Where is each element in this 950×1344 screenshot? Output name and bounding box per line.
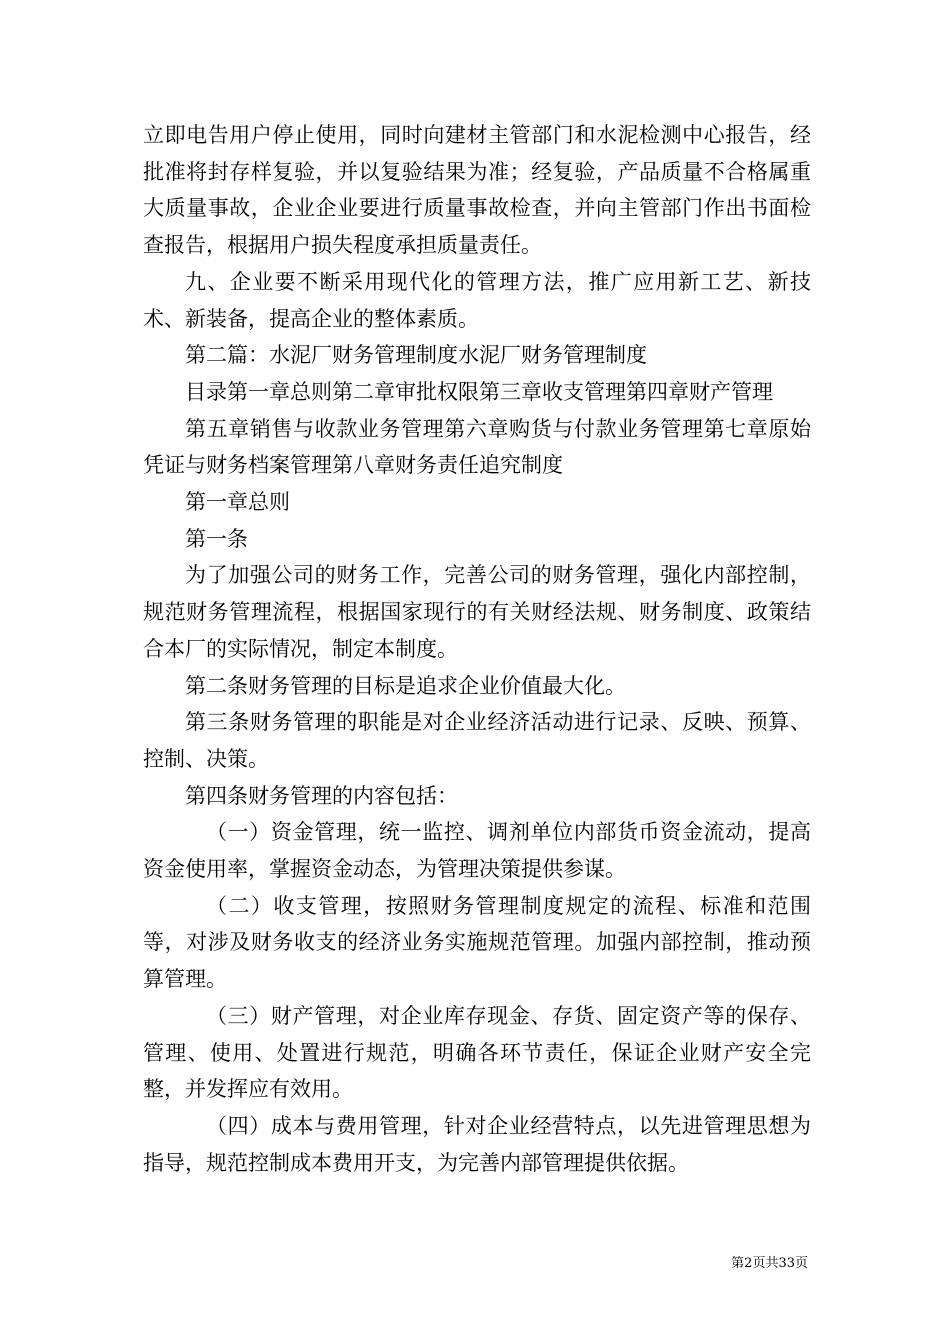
list-item-1: （一）资金管理，统一监控、调剂单位内部货币资金流动，提高资金使用率，掌握资金动态，为管理决策提供参谋。 — [143, 820, 811, 882]
paragraph-article-2: 第二条财务管理的目标是追求企业价值最大化。 — [185, 673, 626, 698]
article-heading: 第一条 — [185, 526, 248, 551]
list-item-4: （四）成本与费用管理，针对企业经营特点，以先进管理思想为指导，规范控制成本费用开支，为完善内部管理提供依据。 — [143, 1113, 811, 1175]
paragraph-2: 九、企业要不断采用现代化的管理方法，推广应用新工艺、新技术、新装备，提高企业的整体素质。 — [143, 269, 811, 331]
document-body — [143, 117, 811, 1181]
table-of-contents-2: 第五章销售与收款业务管理第六章购货与付款业务管理第七章原始凭证与财务档案管理第八章财务责任追究制度 — [143, 416, 811, 478]
table-of-contents-1: 目录第一章总则第二章审批权限第三章收支管理第四章财产管理 — [185, 379, 773, 404]
paragraph-article-3: 第三条财务管理的职能是对企业经济活动进行记录、反映、预算、控制、决策。 — [143, 710, 811, 771]
list-item-3: （三）财产管理，对企业库存现金、存货、固定资产等的保存、管理、使用、处置进行规范，明确各环节责任，保证企业财产安全完整，并发挥应有效用。 — [143, 1003, 811, 1102]
section-heading-part2: 第二篇：水泥厂财务管理制度水泥厂财务管理制度 — [185, 343, 647, 368]
paragraph-article-4: 第四条财务管理的内容包括： — [185, 783, 458, 808]
paragraph-1: 立即电告用户停止使用，同时向建材主管部门和水泥检测中心报告，经批准将封存样复验，并以复验结果为准；经复验，产品质量不合格属重大质量事故，企业企业要进行质量事故检查，并向主管部门作出书面检查报告，根据用户损失程度承担质量责任。 — [143, 123, 811, 258]
chapter-heading: 第一章总则 — [185, 490, 290, 515]
paragraph-article-1: 为了加强公司的财务工作，完善公司的财务管理，强化内部控制，规范财务管理流程，根据国家现行的有关财经法规、财务制度、政策结合本厂的实际情况，制定本制度。 — [143, 563, 811, 661]
page-number-footer: 第2页共33页 — [731, 1256, 808, 1271]
list-item-2: （二）收支管理，按照财务管理制度规定的流程、标准和范围等，对涉及财务收支的经济业务实施规范管理。加强内部控制，推动预算管理。 — [143, 893, 811, 992]
